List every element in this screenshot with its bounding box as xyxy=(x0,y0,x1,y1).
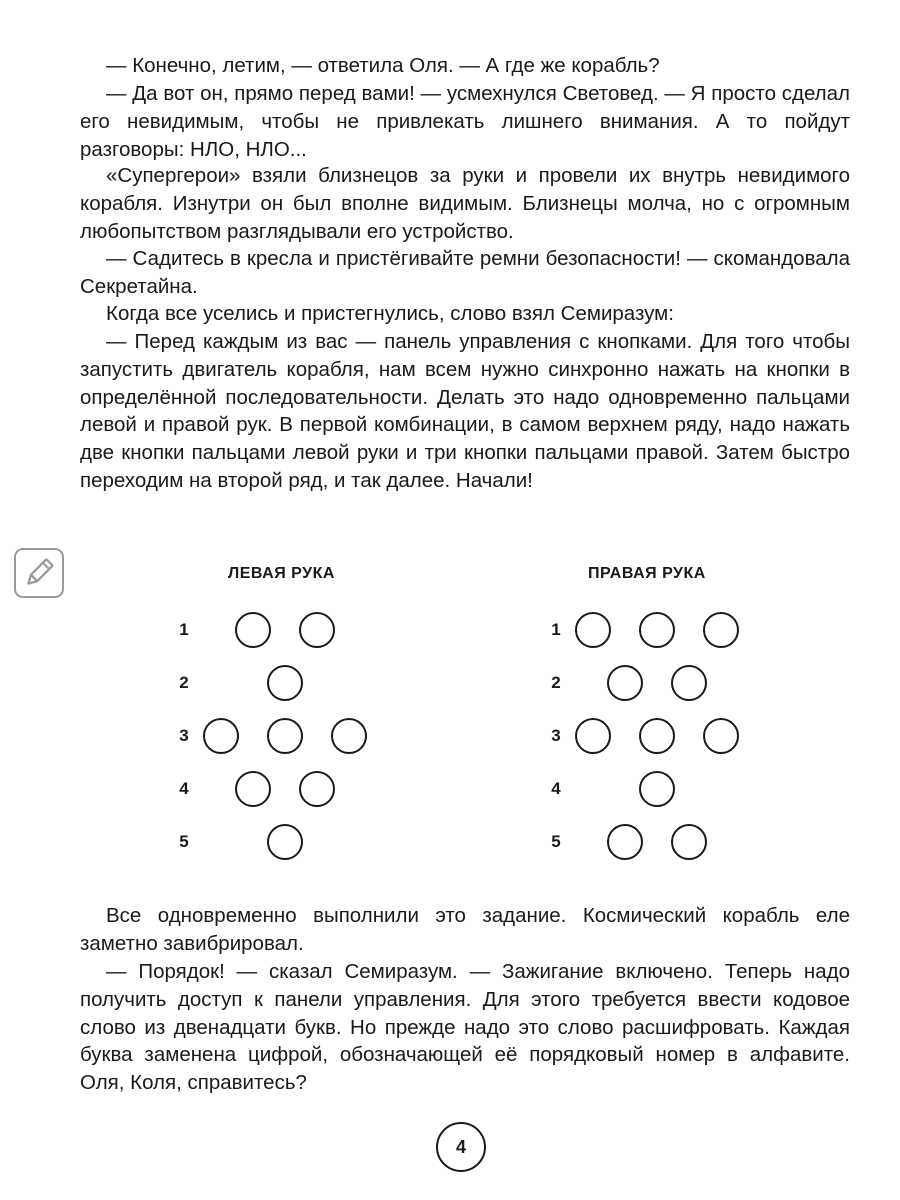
right_hand-row-2-button-2[interactable] xyxy=(671,665,707,701)
paragraph-7: Все одновременно выполнили это задание. Космический корабль еле заметно завибрировал. xyxy=(80,904,850,955)
paragraph-4: — Садитесь в кресла и пристёгивайте ремни безопасности! — скомандовала Секретайна. xyxy=(80,247,850,298)
right_hand-row-3-label: 3 xyxy=(551,726,561,745)
left_hand-row-4-label: 4 xyxy=(179,779,189,798)
right_hand-row-2-button-1[interactable] xyxy=(607,665,643,701)
right_hand-row-1-label: 1 xyxy=(551,620,561,639)
paragraph-8: — Порядок! — сказал Семиразум. — Зажигание включено. Теперь надо получить доступ к панели управления. Для этого требуется ввести кодовое слово из двенадцати букв. Но прежде надо это слово расшифровать. Каждая буква заменена цифрой, обозначающей её порядковый номер в алфавите. Оля, Коля, справитесь? xyxy=(80,960,850,1095)
right_hand-row-3-button-1[interactable] xyxy=(575,718,611,754)
left-hand-title: ЛЕВАЯ РУКА xyxy=(228,565,335,582)
left_hand-row-2-button-1[interactable] xyxy=(267,665,303,701)
left_hand-row-5-button-1[interactable] xyxy=(267,824,303,860)
exercise-marker xyxy=(14,548,64,598)
left_hand-row-1-button-1[interactable] xyxy=(235,612,271,648)
left_hand-row-5-label: 5 xyxy=(179,832,189,851)
right_hand-row-1-button-1[interactable] xyxy=(575,612,611,648)
right_hand-row-1-button-3[interactable] xyxy=(703,612,739,648)
page-number: 4 xyxy=(436,1122,486,1172)
right_hand-row-5-button-2[interactable] xyxy=(671,824,707,860)
right_hand-row-5-button-1[interactable] xyxy=(607,824,643,860)
right-hand-title: ПРАВАЯ РУКА xyxy=(588,565,706,582)
left_hand-row-1-button-2[interactable] xyxy=(299,612,335,648)
right_hand-row-3-button-3[interactable] xyxy=(703,718,739,754)
paragraph-5: Когда все уселись и пристегнулись, слово взял Семиразум: xyxy=(106,302,674,325)
left_hand-row-3-button-3[interactable] xyxy=(331,718,367,754)
paragraph-3: «Супергерои» взяли близнецов за руки и провели их внутрь невидимого корабля. Изнутри он был вполне видимым. Близнецы молча, но с огромным любопытством разглядывали его устройство. xyxy=(80,164,850,243)
paragraph-2: — Да вот он, прямо перед вами! — усмехнулся Световед. — Я просто сделал его невидимым, чтобы не привлекать лишнего внимания. А то пойдут разговоры: НЛО, НЛО... xyxy=(80,82,850,161)
right_hand-row-5-label: 5 xyxy=(551,832,561,851)
pencil-icon xyxy=(22,556,56,590)
left_hand-row-1-label: 1 xyxy=(179,620,189,639)
right_hand-row-3-button-2[interactable] xyxy=(639,718,675,754)
paragraph-6: — Перед каждым из вас — панель управления с кнопками. Для того чтобы запустить двигатель корабля, нам всем нужно синхронно нажать на кнопки в определённой последовательности. Делать это надо одновременно пальцами левой и правой рук. В первой комбинации, в самом верхнем ряду, надо нажать две кнопки пальцами левой руки и три кнопки пальцами правой. Затем быстро переходим на второй ряд, и так далее. Начали! xyxy=(80,330,850,492)
left_hand-row-3-button-2[interactable] xyxy=(267,718,303,754)
left_hand-row-4-button-1[interactable] xyxy=(235,771,271,807)
left_hand-row-3-label: 3 xyxy=(179,726,189,745)
right_hand-row-2-label: 2 xyxy=(551,673,561,692)
paragraph-1: — Конечно, летим, — ответила Оля. — А где же корабль? xyxy=(106,54,660,77)
left_hand-row-3-button-1[interactable] xyxy=(203,718,239,754)
right_hand-row-4-button-1[interactable] xyxy=(639,771,675,807)
right_hand-row-1-button-2[interactable] xyxy=(639,612,675,648)
left_hand-row-4-button-2[interactable] xyxy=(299,771,335,807)
left_hand-row-2-label: 2 xyxy=(179,673,189,692)
right_hand-row-4-label: 4 xyxy=(551,779,561,798)
